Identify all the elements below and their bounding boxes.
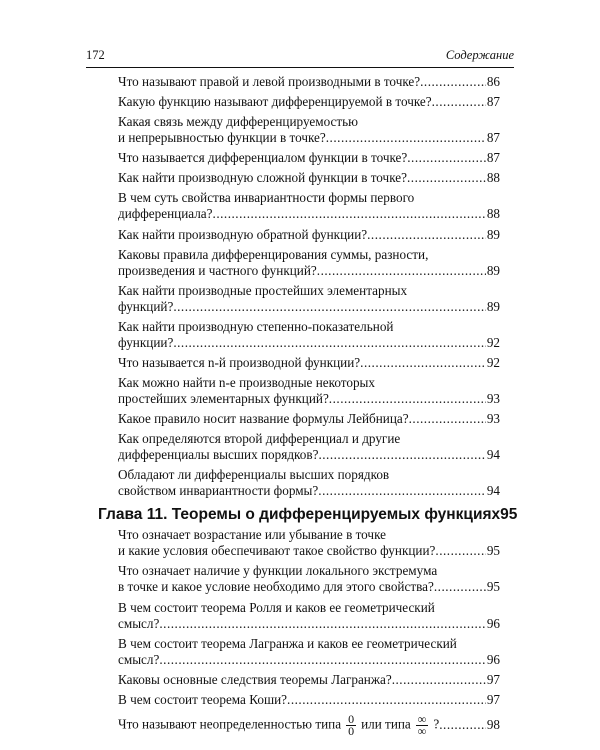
- toc-entry-last-line: [118, 391, 500, 407]
- dot-leader: [409, 411, 486, 427]
- toc-entry-text: дифференциала?: [118, 206, 213, 222]
- toc-page-number: 93: [486, 411, 500, 427]
- toc-entry-last-line: [118, 150, 500, 166]
- dot-leader: [329, 391, 486, 407]
- toc-entry-text: Как найти производную сложной функции в точке?: [118, 170, 407, 186]
- toc-entry-last-line: [118, 543, 500, 559]
- dot-leader: [434, 579, 486, 595]
- toc-entry-text: Как найти производную обратной функции?: [118, 226, 368, 242]
- running-header: [86, 48, 514, 66]
- dot-leader: [432, 94, 486, 110]
- toc-entry: [118, 355, 500, 371]
- toc-entry: [118, 114, 500, 146]
- toc-entry-text: дифференциалы высших порядков?: [118, 447, 319, 463]
- toc-page-number: 88: [486, 170, 500, 186]
- toc-entry-text: Какую функцию называют дифференцируемой в точке?: [118, 94, 432, 110]
- toc-entry-text: функций?: [118, 298, 174, 314]
- toc-entry-last-line: [118, 616, 500, 632]
- toc-entry-line: Обладают ли дифференциалы высших порядков: [118, 467, 390, 483]
- toc-page-number: 97: [486, 691, 500, 707]
- toc-entry-text: В чем состоит теорема Коши?: [118, 691, 288, 707]
- toc-page-number: 93: [486, 391, 500, 407]
- toc-entry: [118, 190, 500, 222]
- dot-leader: [318, 483, 486, 499]
- toc-page-number: 98: [486, 717, 500, 733]
- page-number: 172: [86, 48, 105, 62]
- dot-leader: [407, 170, 486, 186]
- toc-entry-text: Какое правило носит название формулы Лейбница?: [118, 411, 409, 427]
- dot-leader: [407, 150, 486, 166]
- toc-entry-last-line: [118, 206, 500, 222]
- toc-page-number: 87: [486, 150, 500, 166]
- fraction-numerator: 0: [348, 711, 355, 726]
- entry-middle: или типа: [361, 716, 411, 732]
- toc-entry: [118, 375, 500, 407]
- entry-prefix: Что называют неопределенностью типа: [118, 716, 342, 732]
- toc-entry-last-line: [118, 130, 500, 146]
- dot-leader: [392, 672, 486, 688]
- toc-entry: [118, 636, 500, 668]
- dot-leader: [318, 447, 485, 463]
- toc-page-number: 92: [486, 334, 500, 350]
- toc-entry-text: в точке и какое условие необходимо для этого свойства?: [118, 579, 434, 595]
- toc-entry-last-line: [118, 483, 500, 499]
- toc-entry-last-line: [118, 447, 500, 463]
- toc-entry: [118, 467, 500, 499]
- toc-entry-text: Что называется n-й производной функции?: [118, 354, 361, 370]
- toc-entry-line: Как найти производные простейших элементарных: [118, 282, 408, 298]
- toc-entry: [118, 247, 500, 279]
- toc-entry-text: произведения и частного функций?: [118, 262, 317, 278]
- toc-entry-last-line: [118, 170, 500, 186]
- toc-page-number: 97: [486, 671, 500, 687]
- dot-leader: [367, 227, 486, 243]
- dot-leader: [420, 74, 486, 90]
- toc-entry-last-line: [118, 652, 500, 668]
- dot-leader: [159, 652, 485, 668]
- toc-entry-text: Каковы основные следствия теоремы Лагранжа?: [118, 671, 392, 687]
- chapter-heading: [98, 505, 518, 525]
- toc-entry-text: и непрерывностью функции в точке?: [118, 130, 326, 146]
- toc-page-number: 87: [486, 130, 500, 146]
- toc-entry-line: Что означает наличие у функции локального экстремума: [118, 563, 438, 579]
- header-rule: [86, 67, 514, 68]
- fraction-infinity-over-infinity: [416, 711, 429, 738]
- fraction-denominator: ∞: [417, 723, 427, 738]
- toc-entry-text: [118, 711, 440, 738]
- toc-entry-last-line: [118, 74, 500, 90]
- toc-entry: [118, 283, 500, 315]
- toc-page-number: 88: [486, 206, 500, 222]
- toc-entry: [118, 692, 500, 708]
- toc-entry-text: и какие условия обеспечивают такое свойство функции?: [118, 543, 436, 559]
- toc-entry-last-line: [118, 299, 500, 315]
- toc-entry: [118, 150, 500, 166]
- toc-entry-last-line: [118, 672, 500, 688]
- toc-page-number: 95: [486, 543, 500, 559]
- toc-entry-text: Что называется дифференциалом функции в точке?: [118, 150, 408, 166]
- dot-leader: [173, 335, 486, 351]
- toc-entry-text: смысл?: [118, 651, 160, 667]
- toc-entry-last-line: [118, 94, 500, 110]
- toc-entry-text: функции?: [118, 334, 174, 350]
- toc-entry-text: простейших элементарных функций?: [118, 391, 329, 407]
- toc-page-number: 86: [486, 74, 500, 89]
- chapter-page-number: 95: [500, 506, 518, 524]
- running-title: Содержание: [445, 48, 514, 62]
- toc-page-number: 89: [486, 262, 500, 278]
- dot-leader: [435, 543, 485, 559]
- dot-leader: [439, 717, 486, 733]
- toc-entry-last-line: [118, 579, 500, 595]
- toc-page-number: 87: [486, 94, 500, 110]
- toc-entry-line: Как можно найти n-е производные некоторых: [118, 375, 376, 391]
- toc-entry-text: свойством инвариантности формы?: [118, 483, 319, 499]
- chapter-title: Глава 11. Теоремы о дифференцируемых функциях: [98, 506, 501, 524]
- toc-entry-line: Как определяются второй дифференциал и другие: [118, 431, 401, 447]
- toc-entry: [118, 227, 500, 243]
- toc-entry: [118, 527, 500, 559]
- toc-page-number: 94: [486, 483, 500, 499]
- toc-entry-line: В чем суть свойства инвариантности формы первого: [118, 190, 415, 206]
- toc-entry-last-line: [118, 711, 500, 738]
- toc-entry-last-line: [118, 227, 500, 243]
- toc-entry: [118, 74, 500, 90]
- toc-page-number: 89: [486, 226, 500, 242]
- toc-entry: [118, 94, 500, 110]
- toc-page-number: 92: [486, 354, 500, 370]
- toc-entry: [118, 170, 500, 186]
- dot-leader: [326, 130, 486, 146]
- toc-entry-line: Что означает возрастание или убывание в точке: [118, 527, 386, 543]
- dot-leader: [213, 206, 486, 222]
- toc-entry-line: В чем состоит теорема Лагранжа и каков ее геометрический: [118, 635, 457, 651]
- dot-leader: [159, 616, 485, 632]
- toc-entry: [118, 711, 500, 738]
- toc-entry-line: В чем состоит теорема Ролля и каков ее геометрический: [118, 599, 435, 615]
- toc-page-number: 96: [486, 615, 500, 631]
- fraction-denominator: 0: [348, 723, 355, 738]
- dot-leader: [360, 355, 486, 371]
- toc-entry-last-line: [118, 335, 500, 351]
- toc-entry-last-line: [118, 411, 500, 427]
- fraction-zero-over-zero: [346, 711, 356, 738]
- toc-entry: [118, 563, 500, 595]
- toc-entry: [118, 319, 500, 351]
- toc-entry: [118, 411, 500, 427]
- entry-suffix: ?: [433, 716, 440, 732]
- toc-entry-last-line: [118, 263, 500, 279]
- toc-entry: [118, 431, 500, 463]
- toc-entry-text: смысл?: [118, 615, 160, 631]
- toc-page-number: 94: [486, 447, 500, 463]
- dot-leader: [317, 263, 486, 279]
- toc-entry-text: Что называют правой и левой производными в точке?: [118, 74, 421, 89]
- fraction-numerator: ∞: [417, 711, 427, 726]
- toc-entry-line: Какая связь между дифференцируемостью: [118, 114, 358, 130]
- toc-page-number: 89: [486, 298, 500, 314]
- toc-page-number: 96: [486, 651, 500, 667]
- toc-page-number: 95: [486, 579, 500, 595]
- toc-entry-last-line: [118, 692, 500, 708]
- toc-entry: [118, 672, 500, 688]
- dot-leader: [173, 299, 486, 315]
- toc-entry-line: Как найти производную степенно-показательной: [118, 318, 394, 334]
- toc-entry: [118, 600, 500, 632]
- dot-leader: [287, 692, 486, 708]
- toc-entries: [98, 74, 518, 741]
- toc-entry-last-line: [118, 355, 500, 371]
- toc-entry-line: Каковы правила дифференцирования суммы, разности,: [118, 246, 429, 262]
